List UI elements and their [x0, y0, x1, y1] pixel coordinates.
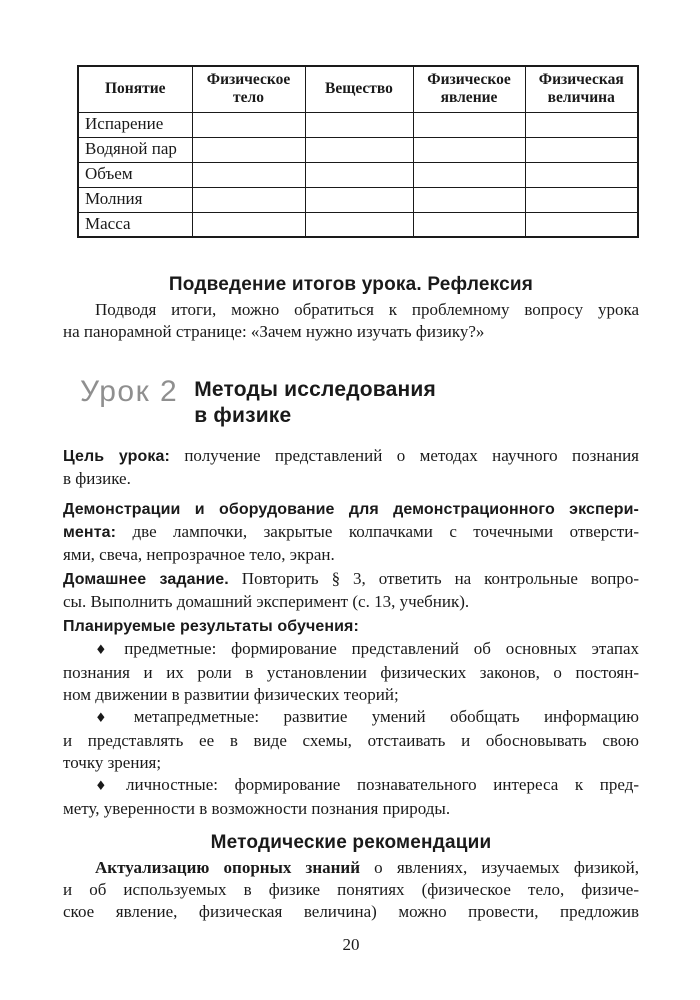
text-line: познания и их роли в установлении физических законов, о постоян- — [63, 663, 639, 682]
empty-cell — [525, 137, 638, 162]
row-label: Молния — [78, 187, 192, 212]
diamond-bullet-icon: ♦ — [95, 779, 120, 794]
empty-cell — [525, 162, 638, 187]
text-run: личностные: формирование познавательного интереса к пред- — [126, 775, 640, 794]
bullet-item-subject — [63, 638, 639, 706]
lesson-title — [194, 377, 436, 429]
text-line — [63, 498, 639, 521]
text-line — [63, 568, 639, 591]
empty-cell — [192, 112, 305, 137]
empty-cell — [305, 212, 413, 237]
text-run: предметные: формирование представлений об основных этапах — [124, 639, 640, 658]
column-header-physical-quantity: Физическая величина — [525, 66, 638, 112]
text-line: ское явление, физическая величина) можно провести, предложив — [63, 902, 639, 921]
text-line: ями, свеча, непрозрачное тело, экран. — [63, 545, 335, 564]
row-label: Водяной пар — [78, 137, 192, 162]
row-label: Масса — [78, 212, 192, 237]
text-run: о явлениях, изучаемых физикой, — [360, 858, 639, 877]
empty-cell — [305, 137, 413, 162]
bold-lead: Планируемые результаты обучения: — [63, 618, 359, 635]
lesson-title-line: Методы исследования — [194, 378, 436, 401]
text-line: на панорамной странице: «Зачем нужно изучать физику?» — [63, 322, 485, 341]
text-run: две лампочки, закрытые колпачками с точечными отверсти- — [116, 522, 639, 541]
diamond-bullet-icon: ♦ — [95, 643, 118, 658]
lesson-number-label: Урок 2 — [80, 375, 179, 408]
method-paragraph — [63, 857, 639, 923]
empty-cell — [413, 212, 525, 237]
bold-lead: Домашнее задание. — [63, 571, 229, 588]
lesson-banner — [63, 377, 639, 429]
text-line: ном движении в развитии физических теорий; — [63, 685, 399, 704]
empty-cell — [413, 137, 525, 162]
bullet-item-meta-subject — [63, 706, 639, 774]
text-line — [63, 445, 639, 468]
table-row — [78, 187, 638, 212]
empty-cell — [413, 187, 525, 212]
empty-cell — [305, 112, 413, 137]
section-heading-wrapup: Подведение итогов урока. Рефлексия — [168, 274, 534, 295]
table-header-row — [78, 66, 638, 112]
empty-cell — [192, 162, 305, 187]
bold-lead: мента: — [63, 524, 117, 541]
goal-paragraph — [63, 445, 639, 490]
text-line: точку зрения; — [63, 753, 162, 772]
concepts-table — [77, 65, 639, 238]
empty-cell — [525, 187, 638, 212]
text-run: Повторить § 3, ответить на контрольные вопро- — [228, 569, 639, 588]
bold-lead: Цель урока: — [63, 448, 170, 465]
column-header-substance: Вещество — [305, 66, 413, 112]
text-line: мету, уверенности в возможности познания природы. — [63, 799, 451, 818]
empty-cell — [305, 162, 413, 187]
homework-paragraph — [63, 568, 639, 613]
empty-cell — [192, 137, 305, 162]
text-line — [63, 774, 639, 798]
bold-serif-lead: Актуализацию опорных знаний — [95, 858, 361, 877]
empty-cell — [525, 212, 638, 237]
diamond-bullet-icon: ♦ — [95, 711, 127, 726]
section-heading-method: Методические рекомендации — [210, 832, 492, 853]
text-run: метапредметные: развитие умений обобщать информацию — [133, 707, 639, 726]
planned-results-paragraph — [63, 615, 639, 638]
lesson-title-line: в физике — [194, 404, 292, 427]
text-line — [63, 521, 639, 544]
empty-cell — [413, 112, 525, 137]
text-line — [63, 615, 639, 638]
empty-cell — [192, 212, 305, 237]
table-row — [78, 112, 638, 137]
text-line — [63, 638, 639, 662]
text-line: Подводя итоги, можно обратиться к проблемному вопросу урока — [95, 300, 639, 319]
empty-cell — [413, 162, 525, 187]
table-row — [78, 137, 638, 162]
column-header-physical-body: Физическое тело — [192, 66, 305, 112]
text-line: сы. Выполнить домашний эксперимент (с. 13, учебник). — [63, 592, 470, 611]
text-line — [63, 857, 639, 879]
empty-cell — [525, 112, 638, 137]
row-label: Объем — [78, 162, 192, 187]
column-header-concept: Понятие — [78, 66, 192, 112]
empty-cell — [192, 187, 305, 212]
text-line: и представлять ее в виде схемы, отстаивать и обосновывать свою — [63, 731, 639, 750]
demonstrations-paragraph — [63, 498, 639, 566]
wrapup-paragraph — [63, 299, 639, 343]
text-run: получение представлений о методах научного познания — [169, 446, 640, 465]
text-line: и об используемых в физике понятиях (физическое тело, физиче- — [63, 880, 639, 899]
page-number: 20 — [342, 935, 360, 954]
text-line — [63, 706, 639, 730]
text-line: в физике. — [63, 469, 131, 488]
bullet-item-personal — [63, 774, 639, 820]
table-row — [78, 212, 638, 237]
column-header-physical-phenomenon: Физическое явление — [413, 66, 525, 112]
row-label: Испарение — [78, 112, 192, 137]
empty-cell — [305, 187, 413, 212]
bold-lead: Демонстрации и оборудование для демонстрационного экспери- — [63, 501, 639, 518]
table-row — [78, 162, 638, 187]
